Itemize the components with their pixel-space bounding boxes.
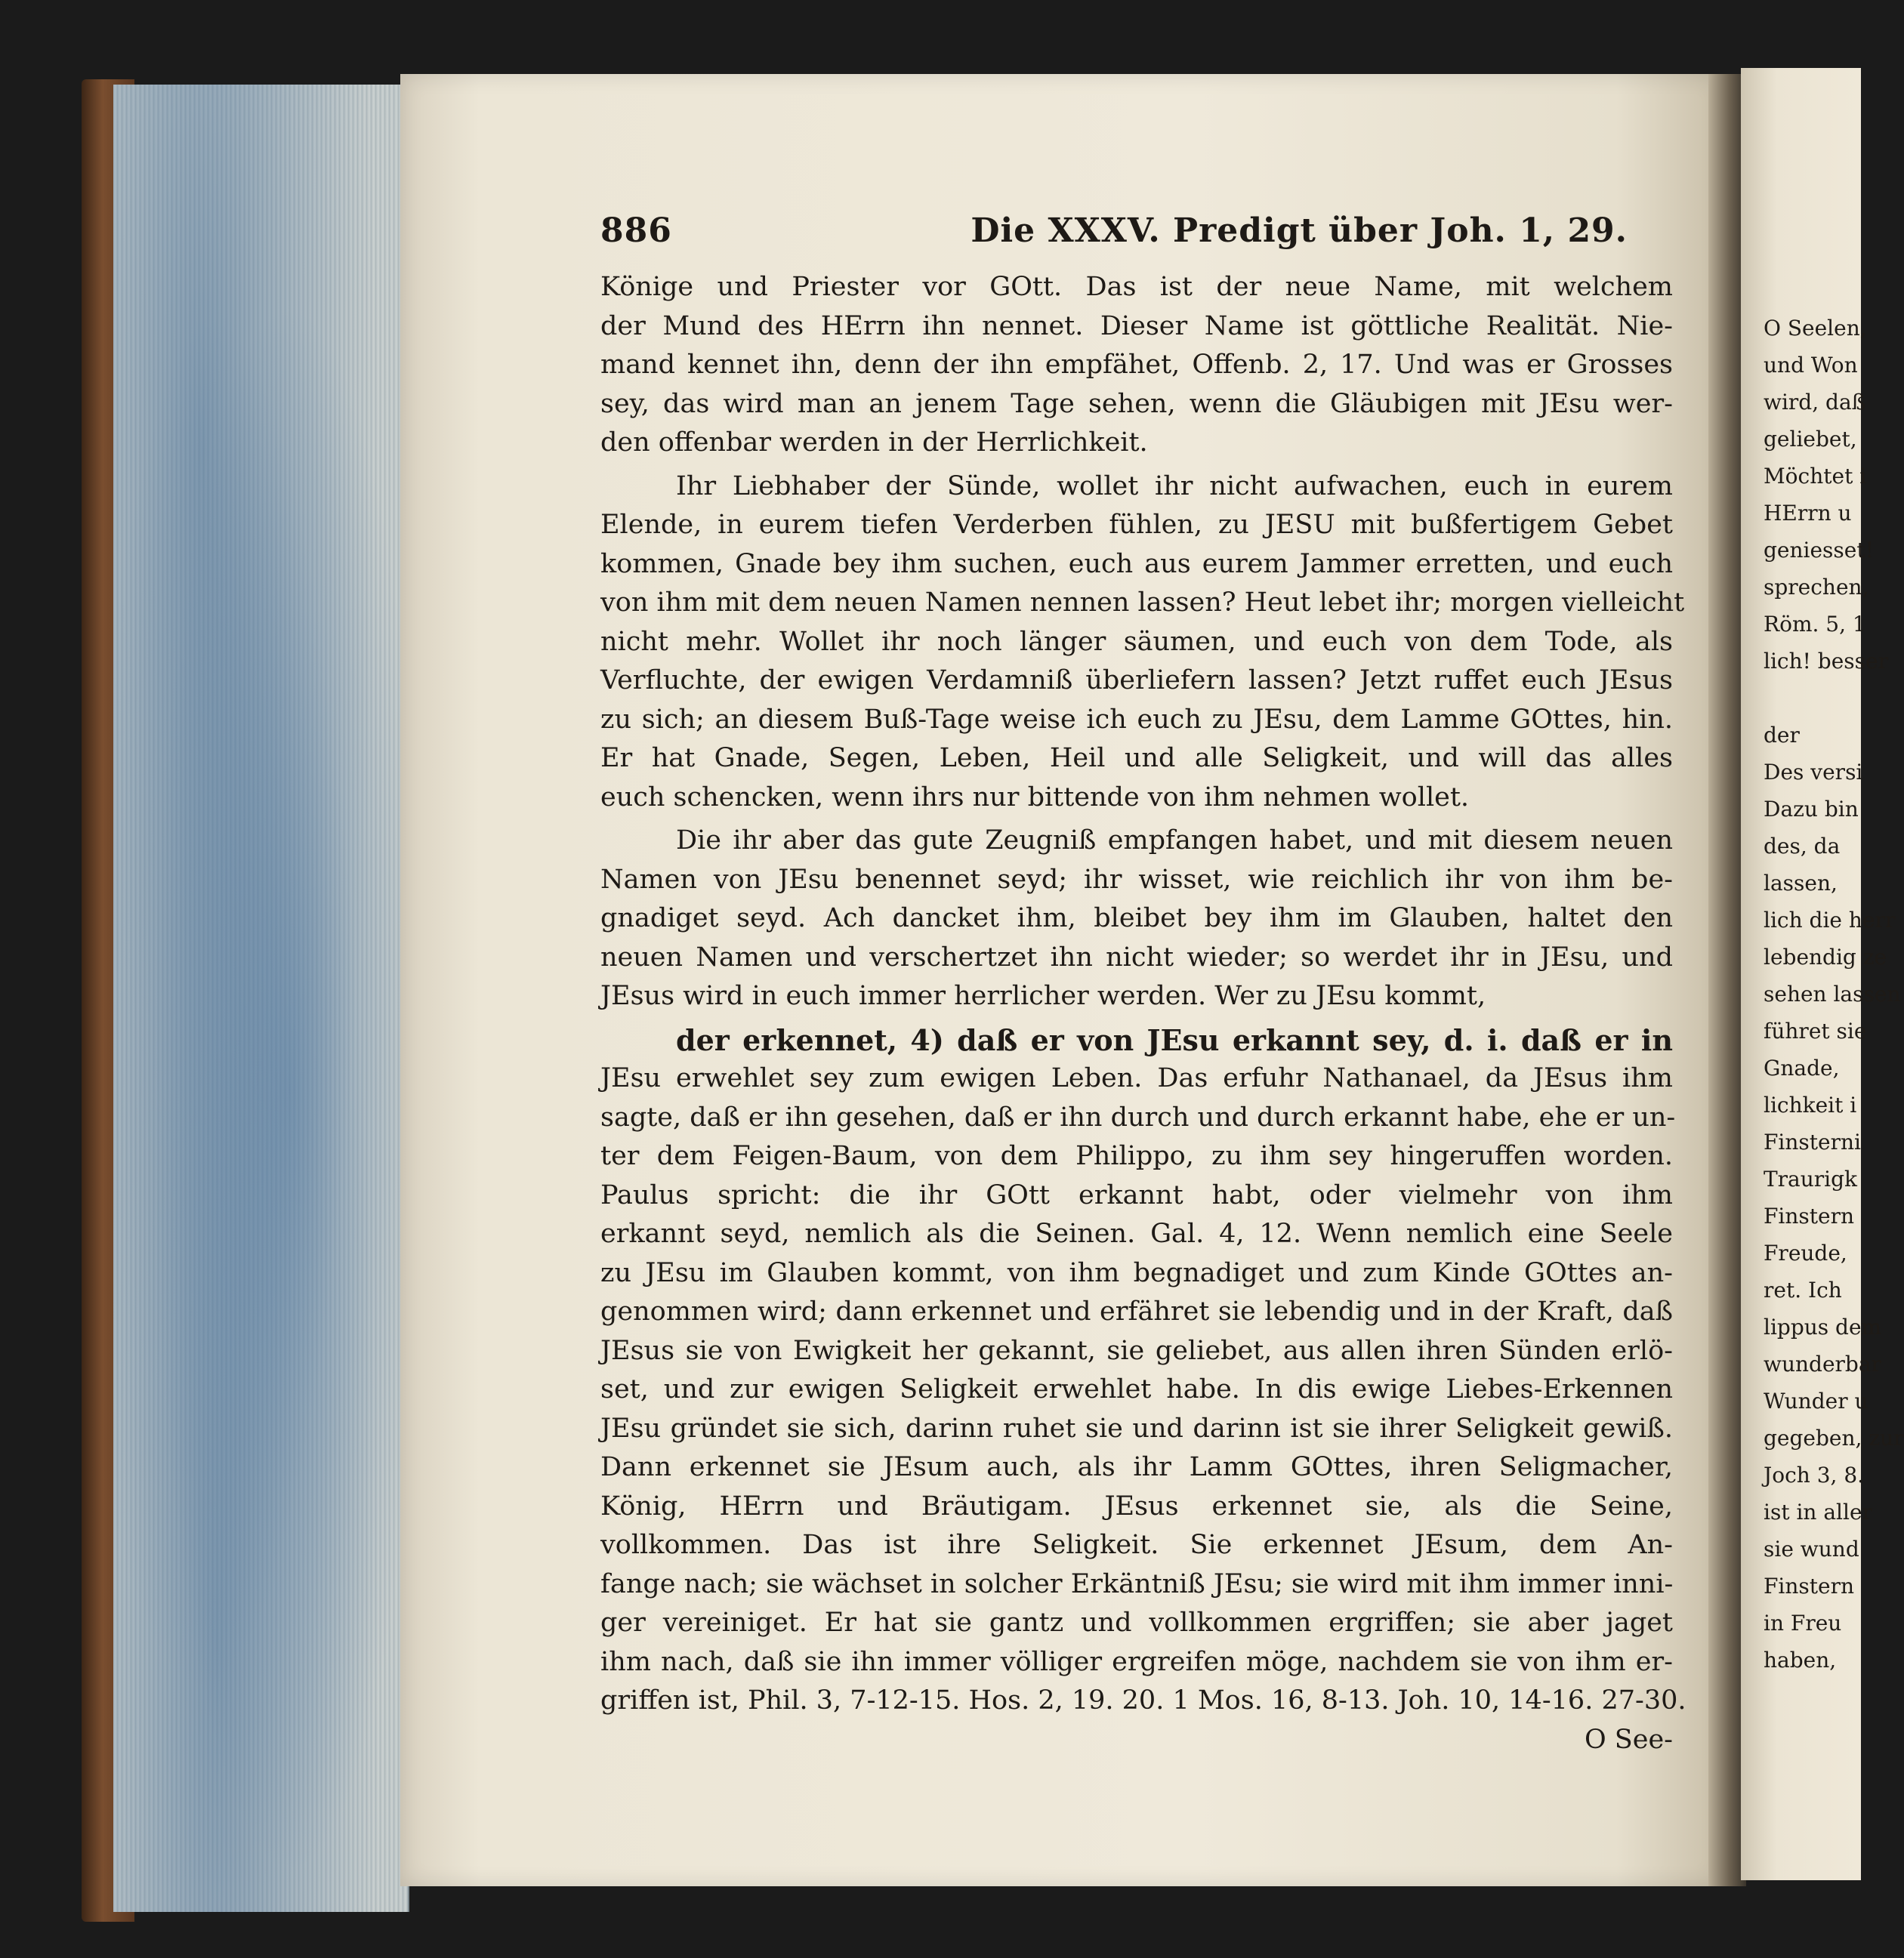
facing-page-line: lichkeit i xyxy=(1764,1093,1857,1118)
text-line: JEsus sie von Ewigkeit her gekannt, sie geliebet, aus allen ihren Sünden erlö- xyxy=(600,1335,1673,1366)
text-line: set, und zur ewigen Seligkeit erwehlet habe. In dis ewige Liebes-Erkennen xyxy=(600,1374,1673,1405)
facing-page-line: lebendig ze xyxy=(1764,945,1887,970)
running-header xyxy=(600,211,1673,268)
facing-page-line: Finstern xyxy=(1764,1204,1855,1229)
text-line: zu sich; an diesem Buß-Tage weise ich euch zu JEsu, dem Lamme GOttes, hin. xyxy=(600,704,1673,735)
facing-page-line: lich! besser xyxy=(1764,649,1888,674)
text-line: nicht mehr. Wollet ihr noch länger säumen, und euch von dem Tode, als xyxy=(600,626,1673,657)
facing-page-line: gegeben, zur xyxy=(1764,1426,1904,1451)
facing-page-line: Dazu bin xyxy=(1764,797,1859,822)
text-line: vollkommen. Das ist ihre Seligkeit. Sie erkennet JEsum, dem An- xyxy=(600,1530,1673,1560)
catchword: O See- xyxy=(1584,1724,1673,1755)
facing-page-line: führet sie xyxy=(1764,1019,1867,1044)
facing-page-line: O Seelen, xyxy=(1764,316,1867,341)
facing-page-line: Freude, xyxy=(1764,1241,1847,1266)
text-line: Er hat Gnade, Segen, Leben, Heil und alle Seligkeit, und will das alles xyxy=(600,743,1673,773)
facing-page-line: geniesset! xyxy=(1764,538,1874,563)
facing-page-line: wird, daß xyxy=(1764,390,1866,415)
text-line: kommen, Gnade bey ihm suchen, euch aus eurem Jammer erretten, und euch xyxy=(600,548,1673,579)
text-line: sey, das wird man an jenem Tage sehen, wenn die Gläubigen mit JEsu wer- xyxy=(600,388,1673,419)
facing-page-line: der xyxy=(1764,723,1800,748)
text-line: genommen wird; dann erkennet und erfähret sie lebendig und in der Kraft, daß xyxy=(600,1297,1673,1327)
facing-page-line: Möchtet i xyxy=(1764,464,1867,489)
text-line: der Mund des HErrn ihn nennet. Dieser Name ist göttliche Realität. Nie- xyxy=(600,310,1673,341)
facing-page-line: Finstern xyxy=(1764,1574,1855,1599)
facing-page-line: Gnade, xyxy=(1764,1056,1840,1081)
facing-page-line: HErrn u xyxy=(1764,501,1852,526)
text-line: König, HErrn und Bräutigam. JEsus erkennet sie, als die Seine, xyxy=(600,1491,1673,1522)
facing-page xyxy=(1741,68,1904,1880)
paragraph-4 xyxy=(600,1021,1686,1721)
facing-page-line: lich die herr xyxy=(1764,908,1896,933)
facing-page-line: lippus dem xyxy=(1764,1315,1882,1340)
facing-page-line: Wunder u xyxy=(1764,1389,1869,1414)
facing-page-line: des, da xyxy=(1764,834,1841,859)
paragraph-1 xyxy=(600,268,1673,463)
text-line: von ihm mit dem neuen Namen nennen lassen? Heut lebet ihr; morgen vielleicht xyxy=(600,587,1685,618)
text-line: gnadiget seyd. Ach dancket ihm, bleibet bey ihm im Glauben, haltet den xyxy=(600,903,1673,933)
facing-page-text xyxy=(1741,310,1904,1679)
facing-page-line: geliebet, xyxy=(1764,427,1857,452)
running-title: Die XXXV. Predigt über Joh. 1, 29. xyxy=(971,211,1628,250)
text-line: den offenbar werden in der Herrlichkeit. xyxy=(600,427,1148,458)
paragraph-3 xyxy=(600,822,1673,1016)
facing-page-line: Des versi xyxy=(1764,760,1863,785)
facing-page-line: Joch 3, 8. xyxy=(1764,1463,1865,1488)
text-line: Die ihr aber das gute Zeugniß empfangen habet, und mit diesem neuen xyxy=(676,825,1673,856)
text-line: euch schencken, wenn ihrs nur bittende von ihm nehmen wollet. xyxy=(600,782,1470,812)
section-heading-line: der erkennet, 4) daß er von JEsu erkannt sey, d. i. daß er in xyxy=(676,1022,1673,1057)
marbled-page-edges xyxy=(113,85,409,1912)
text-line: ter dem Feigen-Baum, von dem Philippo, zu ihm sey hingeruffen worden. xyxy=(600,1141,1673,1171)
text-line: Ihr Liebhaber der Sünde, wollet ihr nicht aufwachen, euch in eurem xyxy=(676,470,1673,501)
text-line: ihm nach, daß sie ihn immer völliger ergreifen möge, nachdem sie von ihm er- xyxy=(600,1646,1673,1677)
facing-page-line: lassen, xyxy=(1764,871,1838,896)
facing-page-line: wunderbar xyxy=(1764,1352,1881,1377)
facing-page-line: sprechen, xyxy=(1764,575,1869,600)
text-line: griffen ist, Phil. 3, 7-12-15. Hos. 2, 19. 20. 1 Mos. 16, 8-13. Joh. 10, 14-16. 27-30. xyxy=(600,1685,1686,1716)
page-number: 886 xyxy=(600,211,672,250)
paragraph-2 xyxy=(600,467,1685,818)
facing-page-line: sehen lassen xyxy=(1764,982,1901,1007)
text-line: JEsu gründet sie sich, darinn ruhet sie und darinn ist sie ihrer Seligkeit gewiß. xyxy=(600,1413,1673,1444)
facing-page-line: haben, xyxy=(1764,1648,1837,1673)
text-line: Könige und Priester vor GOtt. Das ist der neue Name, mit welchem xyxy=(600,272,1673,302)
text-line: sagte, daß er ihn gesehen, daß er ihn durch und durch erkannt habe, ehe er un- xyxy=(600,1102,1676,1133)
facing-page-line: ret. Ich xyxy=(1764,1278,1842,1303)
text-line: mand kennet ihn, denn der ihn empfähet, Offenb. 2, 17. Und was er Grosses xyxy=(600,350,1673,380)
facing-page-line xyxy=(1741,680,1904,717)
facing-page-line: Röm. 5, 1 xyxy=(1764,612,1866,637)
facing-page-line: in Freu xyxy=(1764,1611,1842,1636)
facing-page-line: Finsterni xyxy=(1764,1130,1861,1155)
text-line: ger vereiniget. Er hat sie gantz und vollkommen ergriffen; sie aber jaget xyxy=(600,1608,1673,1638)
text-line: fange nach; sie wächset in solcher Erkäntniß JEsu; sie wird mit ihm immer inni- xyxy=(600,1568,1674,1599)
facing-page-line: und Won xyxy=(1764,353,1858,378)
text-line: Dann erkennet sie JEsum auch, als ihr Lamm GOttes, ihren Seligmacher, xyxy=(600,1452,1673,1482)
facing-page-line: sie wund xyxy=(1764,1537,1859,1562)
text-line: JEsus wird in euch immer herrlicher werden. Wer zu JEsu kommt, xyxy=(600,981,1486,1011)
text-line: Verfluchte, der ewigen Verdamniß überliefern lassen? Jetzt ruffet euch JEsus xyxy=(600,665,1673,695)
page-text-block xyxy=(600,211,1686,1759)
text-line: zu JEsu im Glauben kommt, von ihm begnadiget und zum Kinde GOttes an- xyxy=(600,1257,1673,1288)
text-line: Paulus spricht: die ihr GOtt erkannt habt, oder vielmehr von ihm xyxy=(600,1179,1673,1210)
facing-page-line: ist in aller xyxy=(1764,1500,1872,1525)
text-line: erkannt seyd, nemlich als die Seinen. Gal. 4, 12. Wenn nemlich eine Seele xyxy=(600,1219,1673,1249)
text-line: Namen von JEsu benennet seyd; ihr wisset, wie reichlich ihr von ihm be- xyxy=(600,864,1673,895)
text-line: Elende, in eurem tiefen Verderben fühlen, zu JESU mit bußfertigem Gebet xyxy=(600,510,1673,540)
facing-page-line: Traurigk xyxy=(1764,1167,1858,1192)
text-line: neuen Namen und verschertzet ihn nicht wieder; so werdet ihr in JEsu, und xyxy=(600,942,1673,973)
text-line: JEsu erwehlet sey zum ewigen Leben. Das erfuhr Nathanael, da JEsus ihm xyxy=(600,1063,1673,1093)
